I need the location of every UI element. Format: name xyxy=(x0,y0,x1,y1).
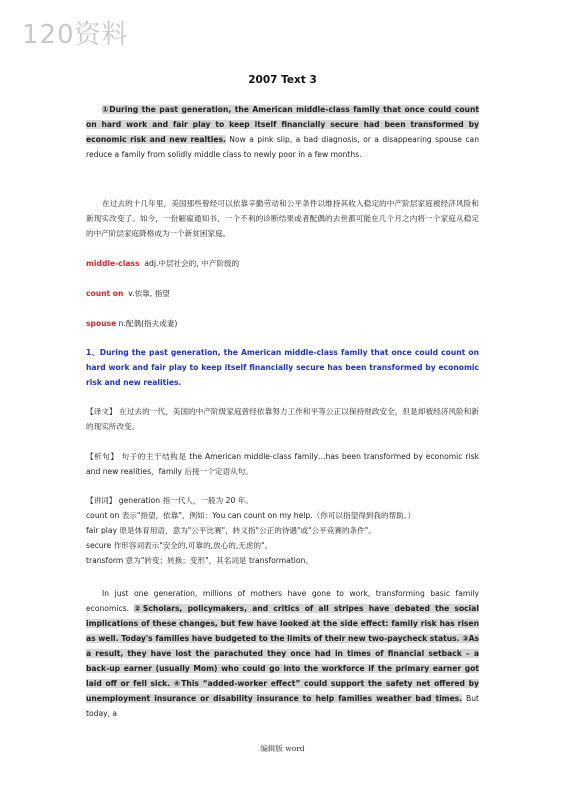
analysis-sentence: 1、During the past generation, the American middle-class family that once could count on hard work and fair play to keep itself financially secure has been transformed by economic risk and new realities. xyxy=(86,348,479,387)
page-footer: 编辑版 word xyxy=(260,744,305,753)
vocab-term: count on xyxy=(86,289,124,298)
vocab-item xyxy=(86,286,479,301)
note-line: count on 表示"指望，依靠"，例如：You can count on my help.（你可以指望得到我的帮助。） xyxy=(86,511,416,520)
vocab-item xyxy=(86,316,479,331)
vocab-term: spouse xyxy=(86,319,117,328)
highlighted-sentence: ②Scholars, policymakers, and critics of all stripes have debated the social implications of these changes, but few have looked at the side effect: family risk has risen as well. Today's families have budgeted to the limits of their new two-paycheck status. ③As a result, they have lost the parachuted they once had in times of financial setback – a back-up earner (usually Mom) who could go into the workforce if the primary earner got laid off or fell sick. ④This “added-worker effect” could support the safety net offered by unemployment insurance or disability insurance to help families weather bad times. xyxy=(86,604,480,703)
paragraph-text: But today, a xyxy=(86,694,479,718)
note-line: secure 作形容词表示"安全的,可靠的,放心的,无虑的"。 xyxy=(86,541,273,550)
highlighted-sentence: ①During the past generation, the American middle-class family that once could count on hard work and fair play to keep itself financially secure had been transformed by economic risk and new realties. xyxy=(86,105,479,144)
watermark: 120资料 xyxy=(22,20,129,50)
page-title: 2007 Text 3 xyxy=(248,74,317,86)
vocab-definition: v.依靠, 指望 xyxy=(128,289,170,298)
paragraph-2 xyxy=(86,586,479,721)
paragraph-text: In just one generation, millions of mothers have gone to work, transforming basic family economics. xyxy=(86,589,479,613)
analysis-note: 【析句】 句子的主干结构是 the American middle-class family…has been transformed by economic risk and new realities，family 后接一个定语从句。 xyxy=(86,452,479,476)
note-line: transform 意为"转变；转换；变形"，其名词是 transformation。 xyxy=(86,556,313,565)
paragraph-text: Now a pink slip, a bad diagnosis, or a disappearing spouse can reduce a family from solidly middle class to newly poor in a few months. xyxy=(86,135,480,159)
vocab-term: middle-class xyxy=(86,259,140,268)
vocab-definition: n.配偶(指夫或妻) xyxy=(118,319,178,328)
note-line: fair play 原是体育用语，意为"公平比赛"，转义指"公正的待遇"或"公平竞赛的条件"。 xyxy=(86,526,376,535)
vocab-notes xyxy=(86,493,479,568)
translation-note: 【译文】 在过去的一代，美国的中产阶级家庭曾经依靠努力工作和平等公正以保持财政安全，但是却被经济风险和新的现实所改变。 xyxy=(86,407,479,431)
note-line: 【讲词】 generation 指一代人，一般为 20 年。 xyxy=(86,496,253,505)
paragraph-1 xyxy=(86,102,479,162)
vocab-definition: adj.中层社会的, 中产阶级的 xyxy=(144,259,240,268)
vocab-item xyxy=(86,256,479,271)
translation-paragraph: 在过去的十几年里，美国那些曾经可以依靠辛勤劳动和公平条件以维持其收入稳定的中产阶层家庭被经济风险和新现实改变了。如今，一份解雇通知书、一个不利的诊断结果或者配偶的去世都可能在几个月之内将一个家庭从稳定的中产阶层家庭降格成为一个新贫困家庭。 xyxy=(86,199,479,238)
